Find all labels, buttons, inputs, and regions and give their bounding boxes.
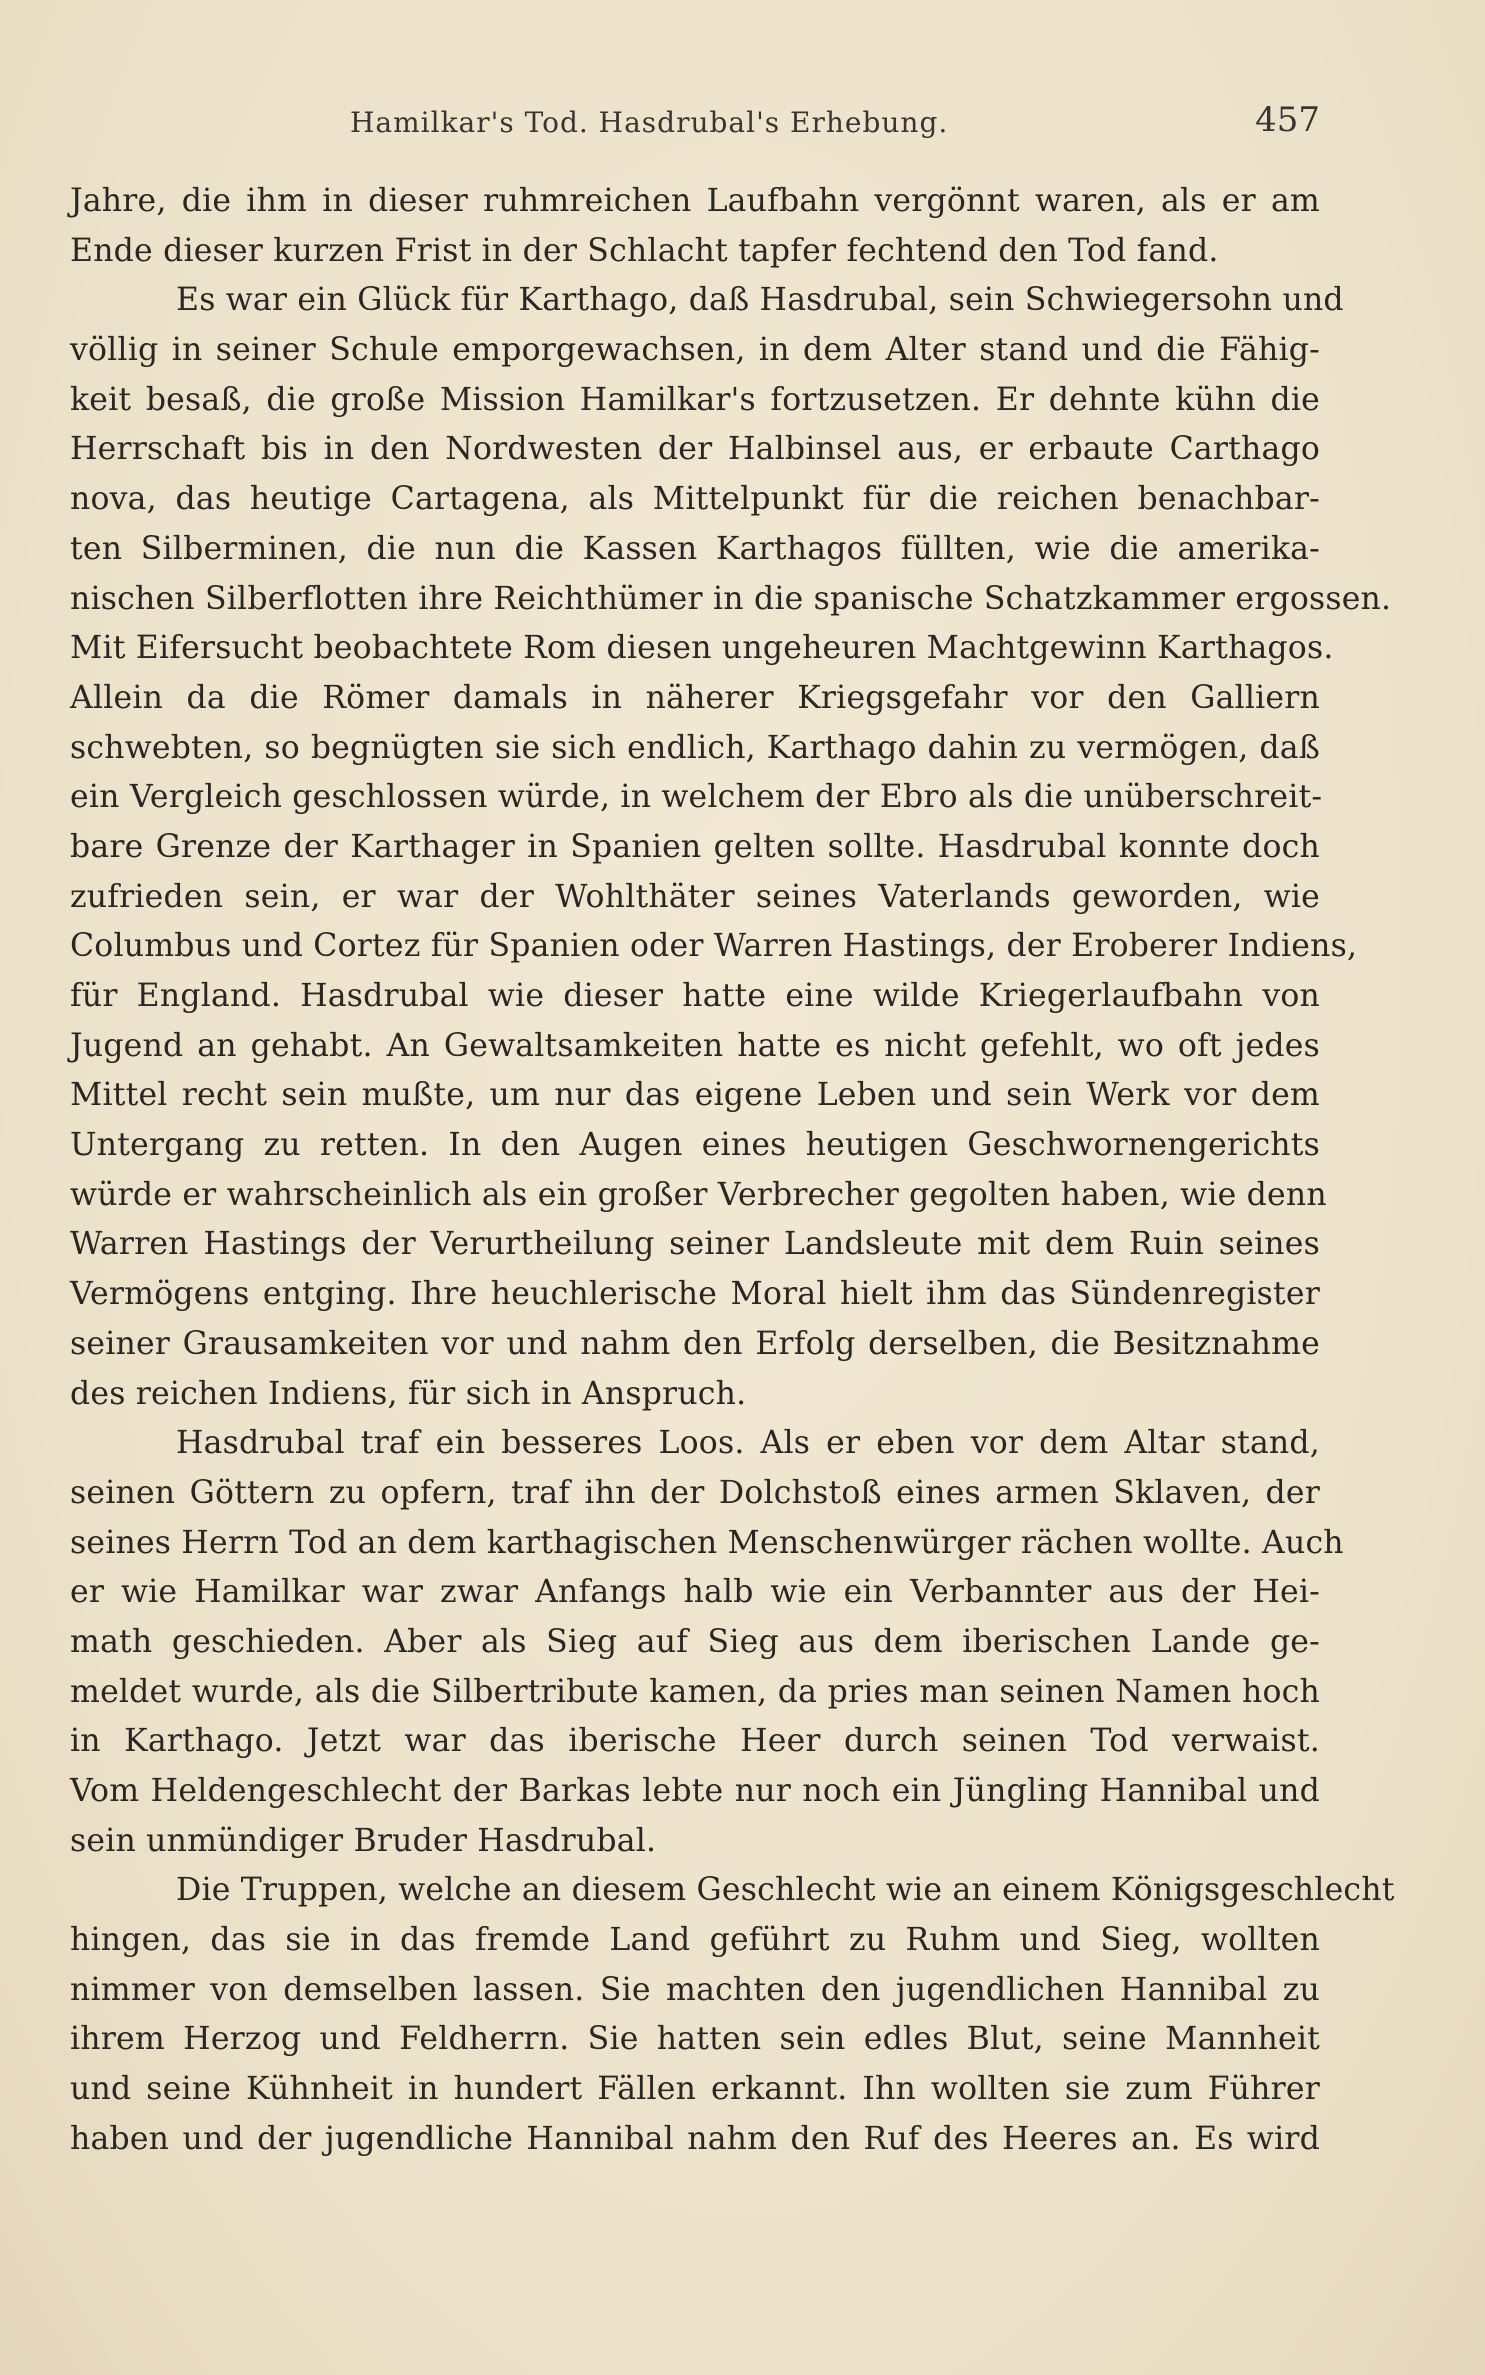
text-line: völlig in seiner Schule emporgewachsen, in dem Alter stand und die Fähig- bbox=[70, 332, 1320, 369]
text-line: Hasdrubal traf ein besseres Loos. Als er eben vor dem Altar stand, bbox=[176, 1425, 1320, 1462]
text-line: schwebten, so begnügten sie sich endlich, Karthago dahin zu vermögen, daß bbox=[70, 729, 1320, 766]
text-line: und seine Kühnheit in hundert Fällen erkannt. Ihn wollten sie zum Führer bbox=[70, 2071, 1320, 2108]
running-title: Hamilkar's Tod. Hasdrubal's Erhebung. bbox=[350, 106, 949, 139]
text-line: keit besaß, die große Mission Hamilkar's fortzusetzen. Er dehnte kühn die bbox=[70, 381, 1320, 418]
running-head bbox=[350, 100, 1320, 150]
text-line: Herrschaft bis in den Nordwesten der Halbinsel aus, er erbaute Carthago bbox=[70, 431, 1320, 468]
text-line: ihrem Herzog und Feldherrn. Sie hatten sein edles Blut, seine Mannheit bbox=[70, 2021, 1320, 2058]
text-line: hingen, das sie in das fremde Land geführt zu Ruhm und Sieg, wollten bbox=[70, 1922, 1320, 1959]
text-line: Columbus und Cortez für Spanien oder Warren Hastings, der Eroberer Indiens, bbox=[70, 928, 1358, 965]
text-line: zufrieden sein, er war der Wohlthäter seines Vaterlands geworden, wie bbox=[70, 878, 1320, 915]
text-line: haben und der jugendliche Hannibal nahm den Ruf des Heeres an. Es wird bbox=[70, 2120, 1320, 2157]
text-line: math geschieden. Aber als Sieg auf Sieg aus dem iberischen Lande ge- bbox=[70, 1623, 1320, 1660]
text-line: bare Grenze der Karthager in Spanien gelten sollte. Hasdrubal konnte doch bbox=[70, 828, 1320, 865]
text-line: sein unmündiger Bruder Hasdrubal. bbox=[70, 1822, 657, 1859]
text-line: seines Herrn Tod an dem karthagischen Menschenwürger rächen wollte. Auch bbox=[70, 1524, 1344, 1561]
text-line: meldet wurde, als die Silbertribute kamen, da pries man seinen Namen hoch bbox=[70, 1673, 1320, 1710]
text-line: ten Silberminen, die nun die Kassen Karthagos füllten, wie die amerika- bbox=[70, 530, 1320, 567]
page-number: 457 bbox=[1255, 100, 1320, 140]
text-line: nischen Silberflotten ihre Reichthümer in die spanische Schatzkammer ergossen. bbox=[70, 580, 1392, 617]
text-line: nimmer von demselben lassen. Sie machten den jugendlichen Hannibal zu bbox=[70, 1971, 1320, 2008]
text-line: Jugend an gehabt. An Gewaltsamkeiten hatte es nicht gefehlt, wo oft jedes bbox=[70, 1027, 1320, 1064]
text-line: Allein da die Römer damals in näherer Kriegsgefahr vor den Galliern bbox=[70, 679, 1320, 716]
text-line: des reichen Indiens, für sich in Anspruch. bbox=[70, 1375, 747, 1412]
text-line: Mittel recht sein mußte, um nur das eigene Leben und sein Werk vor dem bbox=[70, 1077, 1320, 1114]
text-line: Warren Hastings der Verurtheilung seiner Landsleute mit dem Ruin seines bbox=[70, 1226, 1320, 1263]
text-line: Die Truppen, welche an diesem Geschlecht wie an einem Königsgeschlecht bbox=[176, 1872, 1395, 1909]
text-line: Es war ein Glück für Karthago, daß Hasdrubal, sein Schwiegersohn und bbox=[176, 282, 1344, 319]
text-line: Mit Eifersucht beobachtete Rom diesen ungeheuren Machtgewinn Karthagos. bbox=[70, 630, 1334, 667]
text-line: in Karthago. Jetzt war das iberische Heer durch seinen Tod verwaist. bbox=[70, 1723, 1320, 1760]
text-line: nova, das heutige Cartagena, als Mittelpunkt für die reichen benachbar- bbox=[70, 481, 1320, 518]
text-line: Jahre, die ihm in dieser ruhmreichen Laufbahn vergönnt waren, als er am bbox=[70, 183, 1320, 219]
text-line: Ende dieser kurzen Frist in der Schlacht tapfer fechtend den Tod fand. bbox=[70, 232, 1219, 269]
text-line: Vermögens entging. Ihre heuchlerische Moral hielt ihm das Sündenregister bbox=[70, 1276, 1320, 1313]
body-text bbox=[70, 177, 1395, 2165]
text-line: würde er wahrscheinlich als ein großer Verbrecher gegolten haben, wie denn bbox=[70, 1176, 1327, 1213]
text-line: für England. Hasdrubal wie dieser hatte eine wilde Kriegerlaufbahn von bbox=[70, 978, 1320, 1014]
text-line: Untergang zu retten. In den Augen eines heutigen Geschwornengerichts bbox=[70, 1127, 1320, 1164]
text-line: seinen Göttern zu opfern, traf ihn der Dolchstoß eines armen Sklaven, der bbox=[70, 1474, 1320, 1511]
text-line: seiner Grausamkeiten vor und nahm den Erfolg derselben, die Besitznahme bbox=[70, 1325, 1320, 1362]
text-line: Vom Heldengeschlecht der Barkas lebte nur noch ein Jüngling Hannibal und bbox=[70, 1773, 1320, 1809]
text-line: ein Vergleich geschlossen würde, in welchem der Ebro als die unüberschreit- bbox=[70, 779, 1323, 816]
text-line: er wie Hamilkar war zwar Anfangs halb wie ein Verbannter aus der Hei- bbox=[70, 1574, 1320, 1611]
